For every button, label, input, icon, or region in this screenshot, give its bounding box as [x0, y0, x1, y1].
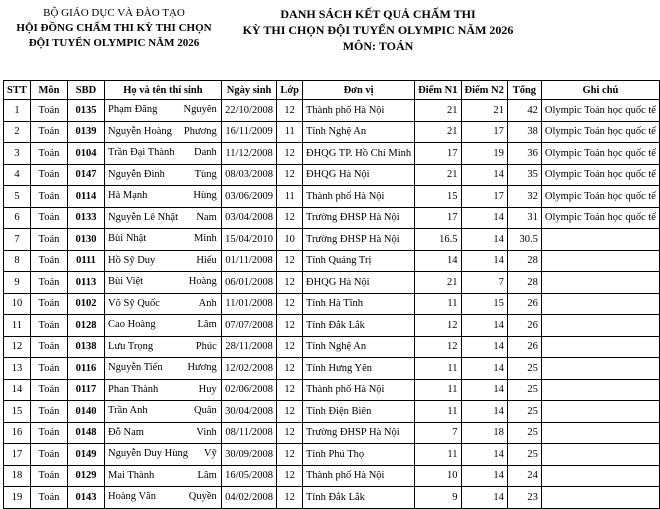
table-row [4, 401, 660, 423]
cell-grade: 12 [277, 143, 303, 165]
cell-stt: 7 [4, 229, 31, 251]
cell-note [541, 422, 659, 444]
cell-note: Olympic Toán học quốc tế [541, 100, 659, 122]
cell-score2: 14 [461, 229, 507, 251]
cell-fullname [105, 143, 222, 165]
table-row [4, 336, 660, 358]
cell-stt: 2 [4, 121, 31, 143]
cell-score2: 14 [461, 164, 507, 186]
cell-note [541, 379, 659, 401]
candidate-family-name: Mai Thành [108, 469, 155, 481]
cell-score2: 17 [461, 121, 507, 143]
cell-fullname [105, 186, 222, 208]
cell-grade: 12 [277, 164, 303, 186]
cell-stt: 4 [4, 164, 31, 186]
cell-sbd: 0133 [67, 207, 104, 229]
cell-subject: Toán [30, 143, 67, 165]
results-table [3, 80, 660, 509]
col-header-subject: Môn [30, 81, 67, 100]
cell-sbd: 0139 [67, 121, 104, 143]
cell-subject: Toán [30, 315, 67, 337]
cell-unit: Tỉnh Nghệ An [303, 121, 415, 143]
cell-unit: Trường ĐHSP Hà Nội [303, 422, 415, 444]
cell-score1: 16.5 [415, 229, 461, 251]
cell-grade: 12 [277, 422, 303, 444]
cell-subject: Toán [30, 186, 67, 208]
candidate-family-name: Nguyễn Tiến [108, 362, 163, 374]
candidate-family-name: Nguyễn Đình [108, 168, 165, 180]
cell-score2: 21 [461, 100, 507, 122]
cell-dob: 22/10/2008 [221, 100, 277, 122]
cell-dob: 08/11/2008 [221, 422, 277, 444]
col-header-grade: Lớp [277, 81, 303, 100]
cell-subject: Toán [30, 336, 67, 358]
cell-score2: 15 [461, 293, 507, 315]
cell-total: 31 [507, 207, 541, 229]
cell-score1: 21 [415, 272, 461, 294]
cell-score1: 11 [415, 358, 461, 380]
cell-sbd: 0140 [67, 401, 104, 423]
cell-score1: 9 [415, 487, 461, 509]
cell-note [541, 293, 659, 315]
council-name-line1: HỘI ĐỒNG CHẤM THI KỲ THI CHỌN [16, 22, 212, 34]
cell-subject: Toán [30, 207, 67, 229]
cell-subject: Toán [30, 100, 67, 122]
cell-score2: 14 [461, 207, 507, 229]
cell-score2: 7 [461, 272, 507, 294]
table-row [4, 272, 660, 294]
cell-subject: Toán [30, 229, 67, 251]
table-row [4, 293, 660, 315]
candidate-given-name: Anh [198, 297, 217, 309]
cell-sbd: 0114 [67, 186, 104, 208]
cell-unit: Thành phố Hà Nội [303, 186, 415, 208]
cell-sbd: 0138 [67, 336, 104, 358]
cell-sbd: 0129 [67, 465, 104, 487]
cell-stt: 17 [4, 444, 31, 466]
cell-fullname [105, 487, 222, 509]
cell-unit: Tỉnh Phú Thọ [303, 444, 415, 466]
candidate-given-name: Quyền [188, 491, 217, 502]
candidate-given-name: Lâm [197, 469, 217, 481]
candidate-family-name: Nguyễn Duy Hùng [108, 448, 188, 460]
candidate-given-name: Minh [194, 233, 217, 244]
col-header-score2: Điểm N2 [461, 81, 507, 100]
cell-grade: 12 [277, 250, 303, 272]
cell-grade: 12 [277, 100, 303, 122]
table-header-row [4, 81, 660, 100]
col-header-sbd: SBD [67, 81, 104, 100]
cell-subject: Toán [30, 422, 67, 444]
title-line1: DANH SÁCH KẾT QUẢ CHẤM THI [280, 7, 476, 21]
table-row [4, 186, 660, 208]
cell-unit: Tỉnh Hưng Yên [303, 358, 415, 380]
cell-total: 25 [507, 379, 541, 401]
cell-subject: Toán [30, 465, 67, 487]
cell-unit: Thành phố Hà Nội [303, 379, 415, 401]
cell-note [541, 487, 659, 509]
cell-sbd: 0102 [67, 293, 104, 315]
candidate-given-name: Vỹ [203, 448, 217, 459]
cell-stt: 6 [4, 207, 31, 229]
cell-total: 36 [507, 143, 541, 165]
candidate-family-name: Cao Hoàng [108, 319, 156, 331]
cell-grade: 12 [277, 272, 303, 294]
candidate-given-name: Hương [187, 362, 217, 373]
cell-fullname [105, 293, 222, 315]
cell-dob: 07/07/2008 [221, 315, 277, 337]
cell-note [541, 401, 659, 423]
cell-fullname [105, 379, 222, 401]
cell-dob: 11/12/2008 [221, 143, 277, 165]
cell-note [541, 336, 659, 358]
cell-dob: 03/04/2008 [221, 207, 277, 229]
candidate-family-name: Hồ Sỹ Duy [108, 254, 156, 266]
table-row [4, 164, 660, 186]
cell-score2: 17 [461, 186, 507, 208]
candidate-given-name: Huy [198, 383, 217, 395]
cell-grade: 12 [277, 315, 303, 337]
cell-grade: 12 [277, 487, 303, 509]
cell-sbd: 0117 [67, 379, 104, 401]
cell-sbd: 0130 [67, 229, 104, 251]
cell-score2: 14 [461, 401, 507, 423]
cell-score2: 14 [461, 358, 507, 380]
cell-subject: Toán [30, 293, 67, 315]
candidate-given-name: Hiếu [196, 254, 217, 266]
cell-total: 30.5 [507, 229, 541, 251]
cell-total: 26 [507, 315, 541, 337]
cell-subject: Toán [30, 358, 67, 380]
cell-total: 32 [507, 186, 541, 208]
col-header-fullname: Họ và tên thí sinh [105, 81, 222, 100]
col-header-unit: Đơn vị [303, 81, 415, 100]
candidate-given-name: Danh [194, 147, 217, 158]
cell-score1: 21 [415, 164, 461, 186]
cell-grade: 12 [277, 401, 303, 423]
cell-grade: 12 [277, 465, 303, 487]
table-row [4, 315, 660, 337]
cell-fullname [105, 444, 222, 466]
cell-total: 42 [507, 100, 541, 122]
cell-grade: 12 [277, 293, 303, 315]
cell-stt: 12 [4, 336, 31, 358]
cell-score1: 11 [415, 293, 461, 315]
candidate-family-name: Hoàng Văn [108, 491, 156, 503]
col-header-stt: STT [4, 81, 31, 100]
cell-fullname [105, 422, 222, 444]
cell-note: Olympic Toán học quốc tế [541, 143, 659, 165]
cell-total: 28 [507, 272, 541, 294]
cell-sbd: 0128 [67, 315, 104, 337]
candidate-family-name: Bùi Nhật [108, 233, 147, 245]
col-header-note: Ghi chú [541, 81, 659, 100]
candidate-family-name: Trần Anh [108, 405, 148, 417]
cell-grade: 12 [277, 336, 303, 358]
cell-total: 25 [507, 358, 541, 380]
cell-fullname [105, 100, 222, 122]
cell-unit: Tỉnh Quảng Trị [303, 250, 415, 272]
cell-score2: 14 [461, 250, 507, 272]
cell-note [541, 250, 659, 272]
candidate-given-name: Hùng [193, 190, 217, 201]
cell-dob: 12/02/2008 [221, 358, 277, 380]
cell-total: 23 [507, 487, 541, 509]
table-row [4, 358, 660, 380]
cell-note: Olympic Toán học quốc tế [541, 207, 659, 229]
cell-score1: 11 [415, 379, 461, 401]
cell-score1: 11 [415, 444, 461, 466]
cell-unit: Tỉnh Đắk Lắk [303, 315, 415, 337]
cell-score2: 19 [461, 143, 507, 165]
cell-sbd: 0147 [67, 164, 104, 186]
cell-grade: 12 [277, 444, 303, 466]
cell-total: 25 [507, 444, 541, 466]
cell-fullname [105, 121, 222, 143]
cell-score1: 21 [415, 100, 461, 122]
candidate-family-name: Lưu Trọng [108, 340, 154, 352]
candidate-given-name: Hoàng [188, 276, 217, 287]
cell-score2: 18 [461, 422, 507, 444]
cell-unit: ĐHQG TP. Hồ Chí Minh [303, 143, 415, 165]
cell-stt: 11 [4, 315, 31, 337]
table-row [4, 100, 660, 122]
candidate-given-name: Nguyên [183, 104, 217, 115]
cell-unit: Thành phố Hà Nội [303, 100, 415, 122]
cell-sbd: 0104 [67, 143, 104, 165]
cell-unit: ĐHQG Hà Nội [303, 272, 415, 294]
cell-stt: 18 [4, 465, 31, 487]
cell-score2: 14 [461, 336, 507, 358]
cell-note [541, 229, 659, 251]
cell-sbd: 0149 [67, 444, 104, 466]
cell-note: Olympic Toán học quốc tế [541, 164, 659, 186]
cell-score2: 14 [461, 465, 507, 487]
cell-total: 26 [507, 293, 541, 315]
table-row [4, 121, 660, 143]
cell-note [541, 272, 659, 294]
cell-dob: 11/01/2008 [221, 293, 277, 315]
table-row [4, 422, 660, 444]
cell-fullname [105, 315, 222, 337]
cell-note [541, 444, 659, 466]
council-name-line2: ĐỘI TUYỂN OLYMPIC NĂM 2026 [28, 37, 200, 49]
cell-sbd: 0111 [67, 250, 104, 272]
cell-score1: 17 [415, 207, 461, 229]
table-row [4, 487, 660, 509]
cell-dob: 30/04/2008 [221, 401, 277, 423]
cell-dob: 08/03/2008 [221, 164, 277, 186]
candidate-family-name: Đỗ Nam [108, 426, 144, 438]
cell-dob: 16/05/2008 [221, 465, 277, 487]
candidate-given-name: Vinh [196, 426, 217, 438]
cell-dob: 01/11/2008 [221, 250, 277, 272]
cell-unit: Tỉnh Đắk Lắk [303, 487, 415, 509]
cell-stt: 8 [4, 250, 31, 272]
cell-sbd: 0116 [67, 358, 104, 380]
cell-grade: 11 [277, 186, 303, 208]
cell-stt: 13 [4, 358, 31, 380]
cell-fullname [105, 229, 222, 251]
cell-unit: Trường ĐHSP Hà Nội [303, 207, 415, 229]
cell-fullname [105, 272, 222, 294]
cell-total: 26 [507, 336, 541, 358]
table-body [4, 100, 660, 509]
cell-sbd: 0148 [67, 422, 104, 444]
cell-note: Olympic Toán học quốc tế [541, 121, 659, 143]
table-row [4, 207, 660, 229]
candidate-family-name: Phan Thành [108, 383, 159, 395]
cell-subject: Toán [30, 250, 67, 272]
cell-stt: 9 [4, 272, 31, 294]
col-header-score1: Điểm N1 [415, 81, 461, 100]
cell-grade: 11 [277, 121, 303, 143]
title-line3: MÔN: TOÁN [342, 39, 414, 53]
cell-score2: 14 [461, 379, 507, 401]
cell-dob: 04/02/2008 [221, 487, 277, 509]
candidate-family-name: Trần Đại Thành [108, 147, 175, 159]
cell-fullname [105, 401, 222, 423]
cell-subject: Toán [30, 272, 67, 294]
col-header-total: Tổng [507, 81, 541, 100]
cell-fullname [105, 358, 222, 380]
cell-subject: Toán [30, 444, 67, 466]
col-header-dob: Ngày sinh [221, 81, 277, 100]
cell-score1: 11 [415, 401, 461, 423]
cell-grade: 12 [277, 379, 303, 401]
cell-total: 25 [507, 422, 541, 444]
cell-note [541, 315, 659, 337]
candidate-family-name: Phạm Đăng [108, 104, 158, 116]
cell-score1: 12 [415, 315, 461, 337]
document-title [228, 6, 528, 54]
cell-dob: 16/11/2009 [221, 121, 277, 143]
cell-score1: 14 [415, 250, 461, 272]
cell-dob: 03/06/2009 [221, 186, 277, 208]
cell-subject: Toán [30, 401, 67, 423]
cell-stt: 19 [4, 487, 31, 509]
cell-stt: 10 [4, 293, 31, 315]
title-line2: KỲ THI CHỌN ĐỘI TUYỂN OLYMPIC NĂM 2026 [242, 23, 514, 37]
cell-note [541, 358, 659, 380]
cell-unit: Tỉnh Hà Tĩnh [303, 293, 415, 315]
cell-score1: 21 [415, 121, 461, 143]
cell-unit: Trường ĐHSP Hà Nội [303, 229, 415, 251]
cell-dob: 28/11/2008 [221, 336, 277, 358]
candidate-family-name: Hà Mạnh [108, 190, 148, 202]
candidate-family-name: Nguyễn Lê Nhật [108, 211, 179, 223]
cell-stt: 1 [4, 100, 31, 122]
table-row [4, 250, 660, 272]
candidate-family-name: Võ Sỹ Quốc [108, 297, 160, 309]
cell-stt: 15 [4, 401, 31, 423]
cell-stt: 14 [4, 379, 31, 401]
cell-unit: Tỉnh Nghệ An [303, 336, 415, 358]
cell-total: 28 [507, 250, 541, 272]
cell-total: 25 [507, 401, 541, 423]
cell-note: Olympic Toán học quốc tế [541, 186, 659, 208]
table-row [4, 143, 660, 165]
cell-score1: 15 [415, 186, 461, 208]
cell-stt: 16 [4, 422, 31, 444]
cell-fullname [105, 164, 222, 186]
cell-subject: Toán [30, 121, 67, 143]
cell-total: 38 [507, 121, 541, 143]
cell-score2: 14 [461, 315, 507, 337]
table-row [4, 379, 660, 401]
cell-score2: 14 [461, 487, 507, 509]
cell-score1: 10 [415, 465, 461, 487]
cell-subject: Toán [30, 164, 67, 186]
cell-stt: 5 [4, 186, 31, 208]
cell-total: 24 [507, 465, 541, 487]
cell-fullname [105, 250, 222, 272]
cell-unit: Tỉnh Điện Biên [303, 401, 415, 423]
cell-subject: Toán [30, 487, 67, 509]
cell-stt: 3 [4, 143, 31, 165]
cell-unit: ĐHQG Hà Nội [303, 164, 415, 186]
cell-dob: 15/04/2010 [221, 229, 277, 251]
cell-total: 35 [507, 164, 541, 186]
cell-dob: 30/09/2008 [221, 444, 277, 466]
cell-fullname [105, 207, 222, 229]
cell-score2: 14 [461, 444, 507, 466]
cell-sbd: 0135 [67, 100, 104, 122]
cell-grade: 10 [277, 229, 303, 251]
cell-subject: Toán [30, 379, 67, 401]
candidate-given-name: Nam [196, 211, 217, 223]
cell-score1: 17 [415, 143, 461, 165]
candidate-given-name: Quân [194, 405, 217, 416]
document-header-left [0, 6, 228, 51]
cell-grade: 12 [277, 358, 303, 380]
cell-sbd: 0143 [67, 487, 104, 509]
candidate-family-name: Nguyễn Hoàng [108, 125, 172, 137]
cell-fullname [105, 336, 222, 358]
cell-dob: 02/06/2008 [221, 379, 277, 401]
cell-grade: 12 [277, 207, 303, 229]
candidate-given-name: Phúc [195, 340, 217, 352]
table-row [4, 444, 660, 466]
table-row [4, 229, 660, 251]
cell-sbd: 0113 [67, 272, 104, 294]
cell-unit: Thành phố Hà Nội [303, 465, 415, 487]
candidate-family-name: Bùi Việt [108, 276, 144, 288]
cell-dob: 06/01/2008 [221, 272, 277, 294]
candidate-given-name: Lâm [197, 319, 217, 330]
ministry-name: BỘ GIÁO DỤC VÀ ĐÀO TẠO [43, 7, 185, 19]
cell-score1: 12 [415, 336, 461, 358]
candidate-given-name: Tùng [194, 168, 217, 180]
candidate-given-name: Phương [183, 125, 217, 137]
cell-score1: 7 [415, 422, 461, 444]
